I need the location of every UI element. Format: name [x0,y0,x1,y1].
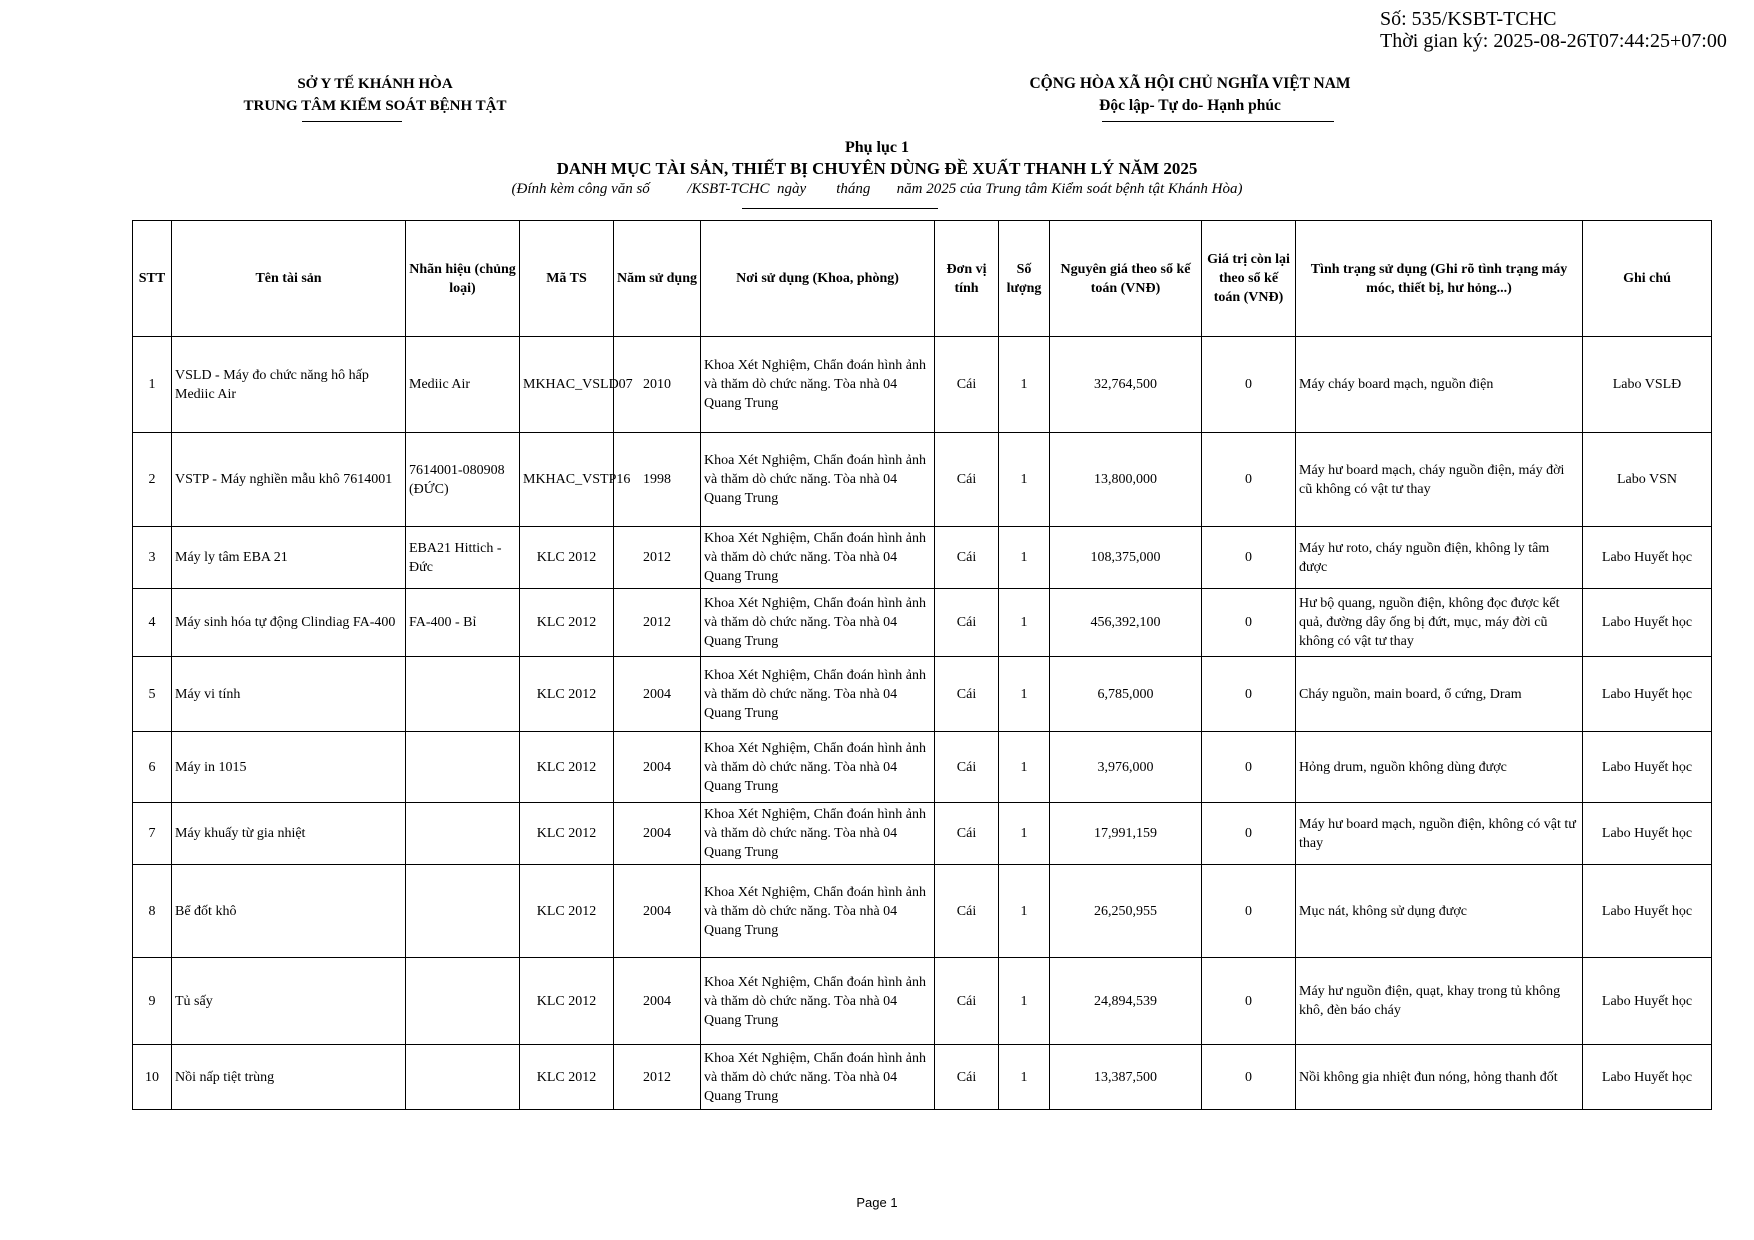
table-row [133,865,1712,958]
cell-code: KLC 2012 [520,527,614,589]
cell-year: 2004 [614,865,701,958]
cell-name: Nồi nấp tiệt trùng [172,1045,406,1110]
agency-underline [302,121,402,122]
cell-cost: 13,800,000 [1050,433,1202,527]
subtitle-underline [742,208,938,209]
cell-code: KLC 2012 [520,865,614,958]
cell-place: Khoa Xét Nghiệm, Chẩn đoán hình ảnh và thăm dò chức năng. Tòa nhà 04 Quang Trung [701,958,935,1045]
cell-year: 2012 [614,1045,701,1110]
cell-cost: 3,976,000 [1050,732,1202,803]
cell-brand: 7614001-080908 (ĐỨC) [406,433,520,527]
cell-status: Mục nát, không sử dụng được [1296,865,1583,958]
table-row [133,527,1712,589]
cell-code: KLC 2012 [520,1045,614,1110]
cell-cost: 456,392,100 [1050,589,1202,657]
cell-qty: 1 [999,865,1050,958]
col-header-qty: Số lượng [999,221,1050,337]
cell-stt: 6 [133,732,172,803]
table-row [133,732,1712,803]
col-header-unit: Đơn vị tính [935,221,999,337]
cell-unit: Cái [935,527,999,589]
cell-stt: 8 [133,865,172,958]
table-row [133,1045,1712,1110]
cell-code: KLC 2012 [520,657,614,732]
cell-place: Khoa Xét Nghiệm, Chẩn đoán hình ảnh và thăm dò chức năng. Tòa nhà 04 Quang Trung [701,1045,935,1110]
cell-qty: 1 [999,732,1050,803]
table-row [133,337,1712,433]
national-header [1000,73,1380,117]
col-header-year: Năm sử dụng [614,221,701,337]
cell-code: MKHAC_VSTP16 [520,433,614,527]
document-subtitle: (Đính kèm công văn số /KSBT-TCHC ngày tháng năm 2025 của Trung tâm Kiểm soát bệnh tật Khánh Hòa) [511,181,1243,197]
cell-qty: 1 [999,433,1050,527]
agency-name: TRUNG TÂM KIỂM SOÁT BỆNH TẬT [243,98,507,114]
cell-name: Tủ sấy [172,958,406,1045]
cell-note: Labo Huyết học [1583,732,1712,803]
cell-brand [406,865,520,958]
cell-place: Khoa Xét Nghiệm, Chẩn đoán hình ảnh và thăm dò chức năng. Tòa nhà 04 Quang Trung [701,527,935,589]
cell-cost: 17,991,159 [1050,803,1202,865]
cell-place: Khoa Xét Nghiệm, Chẩn đoán hình ảnh và thăm dò chức năng. Tòa nhà 04 Quang Trung [701,589,935,657]
cell-remain: 0 [1202,1045,1296,1110]
cell-year: 2004 [614,657,701,732]
cell-year: 2010 [614,337,701,433]
page-number: Page 1 [856,1195,898,1210]
cell-name: Máy sinh hóa tự động Clindiag FA-400 [172,589,406,657]
cell-remain: 0 [1202,527,1296,589]
agency-header [200,73,550,117]
national-motto: Độc lập- Tự do- Hạnh phúc [1099,97,1281,114]
cell-status: Hư bộ quang, nguồn điện, không đọc được kết quả, đường dây ống bị đứt, mục, máy đời cũ không có vật tư thay [1296,589,1583,657]
cell-year: 2012 [614,527,701,589]
cell-remain: 0 [1202,732,1296,803]
cell-qty: 1 [999,958,1050,1045]
cell-unit: Cái [935,657,999,732]
table-row [133,589,1712,657]
cell-unit: Cái [935,732,999,803]
cell-stt: 1 [133,337,172,433]
cell-stt: 10 [133,1045,172,1110]
cell-stt: 3 [133,527,172,589]
agency-parent: SỞ Y TẾ KHÁNH HÒA [297,76,453,92]
document-title: DANH MỤC TÀI SẢN, THIẾT BỊ CHUYÊN DÙNG ĐỀ XUẤT THANH LÝ NĂM 2025 [556,159,1198,178]
cell-remain: 0 [1202,589,1296,657]
cell-year: 2004 [614,958,701,1045]
asset-table [132,220,1712,1110]
cell-status: Máy hư board mạch, cháy nguồn điện, máy đời cũ không có vật tư thay [1296,433,1583,527]
col-header-code: Mã TS [520,221,614,337]
cell-brand [406,803,520,865]
cell-brand: Mediic Air [406,337,520,433]
cell-note: Labo Huyết học [1583,589,1712,657]
cell-status: Nồi không gia nhiệt đun nóng, hỏng thanh đốt [1296,1045,1583,1110]
cell-name: VSLD - Máy đo chức năng hô hấp Mediic Air [172,337,406,433]
col-header-brand: Nhãn hiệu (chủng loại) [406,221,520,337]
cell-qty: 1 [999,1045,1050,1110]
cell-cost: 6,785,000 [1050,657,1202,732]
cell-place: Khoa Xét Nghiệm, Chẩn đoán hình ảnh và thăm dò chức năng. Tòa nhà 04 Quang Trung [701,732,935,803]
cell-unit: Cái [935,589,999,657]
cell-remain: 0 [1202,337,1296,433]
cell-unit: Cái [935,337,999,433]
cell-code: KLC 2012 [520,958,614,1045]
cell-year: 2004 [614,803,701,865]
cell-qty: 1 [999,589,1050,657]
cell-stt: 9 [133,958,172,1045]
cell-name: Máy ly tâm EBA 21 [172,527,406,589]
cell-year: 2004 [614,732,701,803]
cell-cost: 108,375,000 [1050,527,1202,589]
table-row [133,958,1712,1045]
cell-place: Khoa Xét Nghiệm, Chẩn đoán hình ảnh và thăm dò chức năng. Tòa nhà 04 Quang Trung [701,433,935,527]
cell-unit: Cái [935,803,999,865]
cell-qty: 1 [999,337,1050,433]
cell-stt: 2 [133,433,172,527]
cell-brand [406,657,520,732]
cell-cost: 24,894,539 [1050,958,1202,1045]
cell-note: Labo Huyết học [1583,657,1712,732]
cell-note: Labo Huyết học [1583,803,1712,865]
cell-status: Hỏng drum, nguồn không dùng được [1296,732,1583,803]
cell-qty: 1 [999,527,1050,589]
cell-place: Khoa Xét Nghiệm, Chẩn đoán hình ảnh và thăm dò chức năng. Tòa nhà 04 Quang Trung [701,803,935,865]
col-header-note: Ghi chú [1583,221,1712,337]
cell-remain: 0 [1202,433,1296,527]
col-header-place: Nơi sử dụng (Khoa, phòng) [701,221,935,337]
cell-status: Máy hư roto, cháy nguồn điện, không ly tâm được [1296,527,1583,589]
cell-year: 2012 [614,589,701,657]
cell-unit: Cái [935,1045,999,1110]
cell-brand: EBA21 Hittich - Đức [406,527,520,589]
cell-year: 1998 [614,433,701,527]
table-row [133,803,1712,865]
cell-name: Bể đốt khô [172,865,406,958]
cell-code: KLC 2012 [520,732,614,803]
cell-brand: FA-400 - Bỉ [406,589,520,657]
cell-name: VSTP - Máy nghiền mẫu khô 7614001 [172,433,406,527]
cell-brand [406,958,520,1045]
cell-place: Khoa Xét Nghiệm, Chẩn đoán hình ảnh và thăm dò chức năng. Tòa nhà 04 Quang Trung [701,337,935,433]
cell-note: Labo Huyết học [1583,1045,1712,1110]
cell-stt: 7 [133,803,172,865]
cell-qty: 1 [999,803,1050,865]
cell-name: Máy vi tính [172,657,406,732]
col-header-cost: Nguyên giá theo sổ kế toán (VNĐ) [1050,221,1202,337]
cell-qty: 1 [999,657,1050,732]
cell-place: Khoa Xét Nghiệm, Chẩn đoán hình ảnh và thăm dò chức năng. Tòa nhà 04 Quang Trung [701,657,935,732]
appendix-label: Phụ lục 1 [844,139,909,156]
digital-signature-stamp [1380,8,1727,52]
cell-unit: Cái [935,865,999,958]
cell-status: Máy cháy board mạch, nguồn điện [1296,337,1583,433]
table-row [133,433,1712,527]
cell-name: Máy in 1015 [172,732,406,803]
national-name: CỘNG HÒA XÃ HỘI CHỦ NGHĨA VIỆT NAM [1029,75,1351,92]
col-header-remain: Giá trị còn lại theo sổ kế toán (VNĐ) [1202,221,1296,337]
cell-note: Labo Huyết học [1583,527,1712,589]
cell-unit: Cái [935,958,999,1045]
cell-code: KLC 2012 [520,803,614,865]
col-header-stt: STT [133,221,172,337]
motto-underline [1102,121,1334,122]
cell-note: Labo VSLĐ [1583,337,1712,433]
document-number: Số: 535/KSBT-TCHC [1380,8,1557,30]
cell-stt: 5 [133,657,172,732]
table-header-row [133,221,1712,337]
table-row [133,657,1712,732]
cell-place: Khoa Xét Nghiệm, Chẩn đoán hình ảnh và thăm dò chức năng. Tòa nhà 04 Quang Trung [701,865,935,958]
col-header-status: Tình trạng sử dụng (Ghi rõ tình trạng máy móc, thiết bị, hư hỏng...) [1296,221,1583,337]
cell-unit: Cái [935,433,999,527]
col-header-name: Tên tài sản [172,221,406,337]
cell-code: MKHAC_VSLD07 [520,337,614,433]
cell-status: Máy hư board mạch, nguồn điện, không có vật tư thay [1296,803,1583,865]
cell-stt: 4 [133,589,172,657]
cell-cost: 13,387,500 [1050,1045,1202,1110]
cell-cost: 26,250,955 [1050,865,1202,958]
cell-note: Labo Huyết học [1583,958,1712,1045]
cell-brand [406,1045,520,1110]
cell-cost: 32,764,500 [1050,337,1202,433]
cell-code: KLC 2012 [520,589,614,657]
cell-status: Máy hư nguồn điện, quạt, khay trong tủ không khô, đèn báo cháy [1296,958,1583,1045]
cell-name: Máy khuấy từ gia nhiệt [172,803,406,865]
cell-note: Labo Huyết học [1583,865,1712,958]
cell-note: Labo VSN [1583,433,1712,527]
cell-remain: 0 [1202,657,1296,732]
cell-remain: 0 [1202,865,1296,958]
signing-time: Thời gian ký: 2025-08-26T07:44:25+07:00 [1380,30,1727,52]
cell-status: Cháy nguồn, main board, ổ cứng, Dram [1296,657,1583,732]
cell-remain: 0 [1202,803,1296,865]
cell-remain: 0 [1202,958,1296,1045]
cell-brand [406,732,520,803]
